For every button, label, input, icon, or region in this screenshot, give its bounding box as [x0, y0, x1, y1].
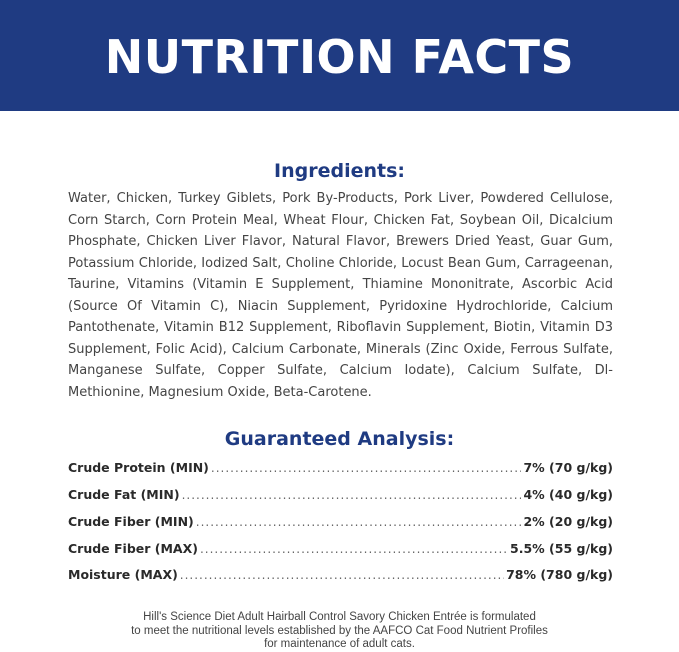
analysis-label: Crude Fiber (MIN) [68, 514, 194, 529]
analysis-value: 78% (780 g/kg) [506, 567, 613, 582]
dot-leader [182, 488, 522, 502]
analysis-label: Crude Fiber (MAX) [68, 541, 198, 556]
analysis-row-moisture [68, 567, 613, 587]
analysis-label: Crude Fat (MIN) [68, 487, 180, 502]
analysis-value: 2% (20 g/kg) [523, 514, 613, 529]
ingredients-heading: Ingredients: [274, 160, 405, 182]
dot-leader [200, 542, 508, 556]
ingredients-text: Water, Chicken, Turkey Giblets, Pork By-Products, Pork Liver, Powdered Cellulose, Corn Starch, Corn Protein Meal, Wheat Flour, Chicken Fat, Soybean Oil, Dicalcium Phosphate, Chicken Liver Flavor, Natural Flavor, Brewers Dried Yeast, Guar Gum, Potassium Chloride, Iodized Salt, Choline Chloride, Locust Bean Gum, Carrageenan, Taurine, Vitamins (Vitamin E Supplement, Thiamine Mononitrate, Ascorbic Acid (Source Of Vitamin C), Niacin Supplement, Pyridoxine Hydrochloride, Calcium Pantothenate, Vitamin B12 Supplement, Riboflavin Supplement, Biotin, Vitamin D3 Supplement, Folic Acid), Calcium Carbonate, Minerals (Zinc Oxide, Ferrous Sulfate, Manganese Sulfate, Copper Sulfate, Calcium Iodate), Calcium Sulfate, Dl-Methionine, Magnesium Oxide, Beta-Carotene. [68, 191, 613, 400]
analysis-row-crude-fiber-max [68, 541, 613, 561]
dot-leader [180, 568, 504, 582]
aafco-statement-line: Hill's Science Diet Adult Hairball Control Savory Chicken Entrée is formulated [143, 611, 536, 623]
aafco-statement [60, 611, 619, 652]
analysis-value: 4% (40 g/kg) [523, 487, 613, 502]
aafco-statement-line: for maintenance of adult cats. [264, 638, 415, 650]
dot-leader [196, 515, 522, 529]
analysis-row-crude-fat [68, 487, 613, 507]
analysis-label: Crude Protein (MIN) [68, 460, 209, 475]
analysis-value: 7% (70 g/kg) [523, 460, 613, 475]
dot-leader [211, 461, 522, 475]
guaranteed-analysis-heading: Guaranteed Analysis: [224, 428, 455, 450]
analysis-row-crude-protein [68, 460, 613, 480]
page-title: NUTRITION FACTS [104, 29, 575, 84]
analysis-value: 5.5% (55 g/kg) [510, 541, 613, 556]
aafco-statement-line: to meet the nutritional levels established by the AAFCO Cat Food Nutrient Profiles [131, 624, 548, 637]
header-banner [0, 0, 679, 111]
analysis-label: Moisture (MAX) [68, 567, 178, 582]
analysis-row-crude-fiber-min [68, 514, 613, 534]
